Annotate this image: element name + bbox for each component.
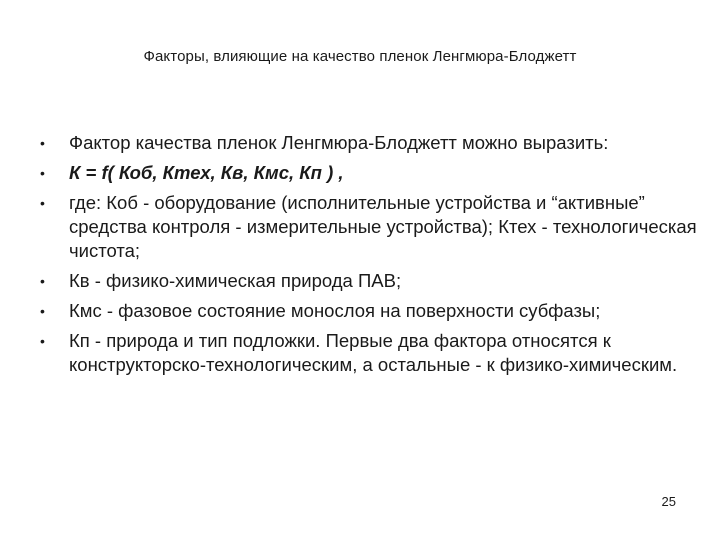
page-number: 25 [661,494,676,509]
bullet-item-formula [40,161,700,185]
bullet-text: где: Коб - оборудование (исполнительные устройства и “активные” средства контроля - измерительные устройства); Ктех - технологическая чистота; [69,192,697,261]
formula-text: К = f( Коб, Ктех, Кв, Кмс, Кп ) , [69,162,344,183]
slide-title: Факторы, влияющие на качество пленок Ленгмюра-Блоджетт [143,48,577,65]
bullet-text: Кмс - фазовое состояние монослоя на поверхности субфазы; [69,300,601,321]
bullet-text: Кп - природа и тип подложки. Первые два фактора относятся к конструкторско-технологическим, а остальные - к физико-химическим. [69,330,678,375]
bullet-text: Фактор качества пленок Ленгмюра-Блоджетт можно выразить: [69,132,609,153]
bullet-text: Кв - физико-химическая природа ПАВ; [69,270,402,291]
bullet-item-kp [40,329,700,377]
bullet-item-kob-ktech [40,191,700,263]
bullet-dot-icon: • [40,333,45,349]
bullet-list [40,131,700,383]
bullet-dot-icon: • [40,195,45,211]
bullet-item-quality-factor [40,131,700,155]
bullet-dot-icon: • [40,273,45,289]
bullet-dot-icon: • [40,135,45,151]
bullet-item-kv [40,269,700,293]
bullet-item-kms [40,299,700,323]
bullet-dot-icon: • [40,303,45,319]
bullet-dot-icon: • [40,165,45,181]
